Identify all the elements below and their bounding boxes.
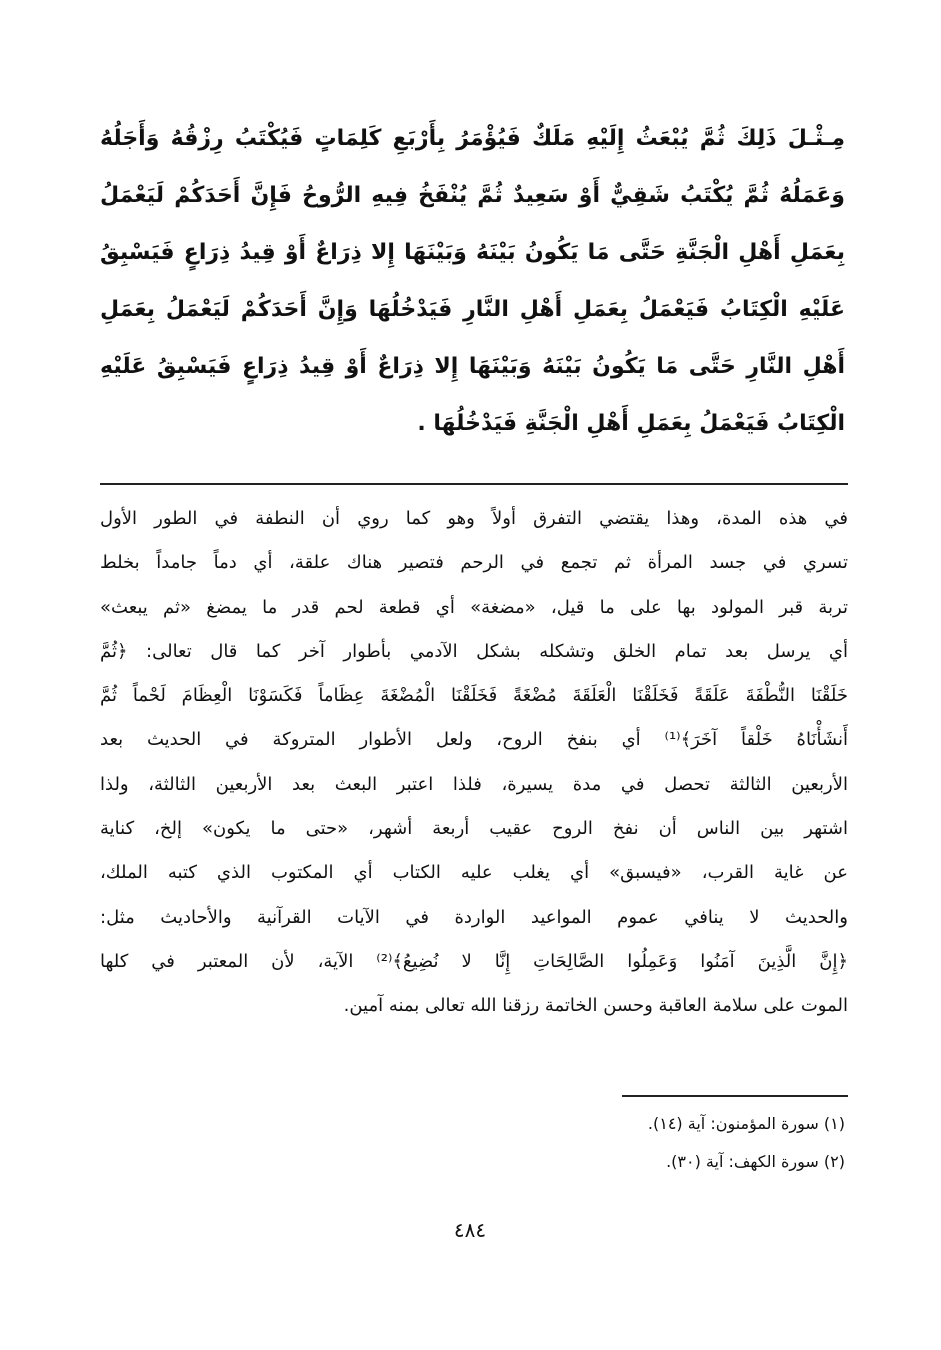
commentary-line: أَنشَأْنَاهُ خَلْقاً آخَرَ﴾⁽¹⁾ أي بنفخ الروح، ولعل الأطوار المتروكة في الحديث بعد [100,729,848,751]
hadith-text [100,110,845,452]
page-number: ٤٨٤ [453,1218,487,1242]
commentary-line: الموت على سلامة العاقبة وحسن الخاتمة رزقنا الله تعالى بمنه آمين. [343,995,848,1017]
commentary-line: والحديث لا ينافي عموم المواعيد الواردة في الآيات القرآنية والأحاديث مثل: [100,906,848,928]
commentary-line: عن غاية القرب، «فيسبق» أي يغلب عليه الكتاب أي المكتوب الذي كتبه الملك، [100,862,848,884]
footnote-2: (٢) سورة الكهف: آية (٣٠). [666,1152,845,1171]
commentary-line: في هذه المدة، وهذا يقتضي التفرق أولاً وهو كما روي أن النطفة في الطور الأول [100,508,848,529]
section-divider [100,483,848,485]
footnotes [500,1105,845,1181]
hadith-line: وَعَمَلُهُ ثُمَّ يُكْتَبُ شَقِيٌّ أَوْ سَعِيدٌ ثُمَّ يُنْفَخُ فِيهِ الرُّوحُ فَإِنَّ أَحَدَكُمْ لَيَعْمَلُ [100,183,845,208]
commentary-line: خَلَقْنَا النُّطْفَةَ عَلَقَةً فَخَلَقْنَا الْعَلَقَةَ مُضْغَةً فَخَلَقْنَا الْمُضْغَةَ عِظَاماً فَكَسَوْنَا الْعِظَامَ لَحْماً ثُمَّ [100,685,848,707]
hadith-line: مِـثْـلَ ذَلِكَ ثُمَّ يُبْعَثُ إِلَيْهِ مَلَكٌ فَيُؤْمَرُ بِأَرْبَعِ كَلِمَاتٍ فَيُكْتَبُ رِزْقُهُ وَأَجَلُهُ [100,126,845,151]
commentary-line: ﴿إِنَّ الَّذِينَ آمَنُوا وَعَمِلُوا الصَّالِحَاتِ إِنَّا لا نُضِيعُ﴾⁽²⁾ الآية، لأن المعتبر في كلها [100,950,848,972]
commentary-line: تسري في جسد المرأة ثم تجمع في الرحم فتصير هناك علقة، أي دماً جامداً بخلط [100,552,848,574]
commentary-line: الأربعين الثالثة تحصل في مدة يسيرة، فلذا اعتبر البعث بعد الأربعين الثالثة، ولذا [100,773,848,795]
hadith-line: أَهْلِ النَّارِ حَتَّى مَا يَكُونُ بَيْنَهُ وَبَيْنَهَا إِلا ذِرَاعٌ أَوْ قِيدُ ذِرَاعٍ فَيَسْبِقُ عَلَيْهِ [100,354,845,379]
footnote-divider [622,1095,848,1097]
commentary-line: تربة قبر المولود بها على ما قيل، «مضغة» أي قطعة لحم قدر ما يمضغ «ثم يبعث» [100,596,848,618]
footnote-1: (١) سورة المؤمنون: آية (١٤). [647,1114,845,1133]
commentary-line: اشتهر بين الناس أن نفخ الروح عقيب أربعة أشهر، «حتى ما يكون» إلخ، كناية [100,818,848,840]
hadith-line: الْكِتَابُ فَيَعْمَلُ بِعَمَلِ أَهْلِ الْجَنَّةِ فَيَدْخُلُهَا . [417,411,845,436]
commentary-text [100,497,848,1029]
commentary-line: أي يرسل بعد تمام الخلق وتشكله بشكل الآدمي بأطوار آخر كما قال تعالى: ﴿ثُمَّ [100,640,848,662]
hadith-line: عَلَيْهِ الْكِتَابُ فَيَعْمَلُ بِعَمَلِ أَهْلِ النَّارِ فَيَدْخُلُهَا وَإِنَّ أَحَدَكُمْ لَيَعْمَلُ بِعَمَلِ [100,297,845,322]
hadith-line: بِعَمَلِ أَهْلِ الْجَنَّةِ حَتَّى مَا يَكُونُ بَيْنَهُ وَبَيْنَهَا إِلا ذِرَاعٌ أَوْ قِيدُ ذِرَاعٍ فَيَسْبِقُ [100,240,845,265]
